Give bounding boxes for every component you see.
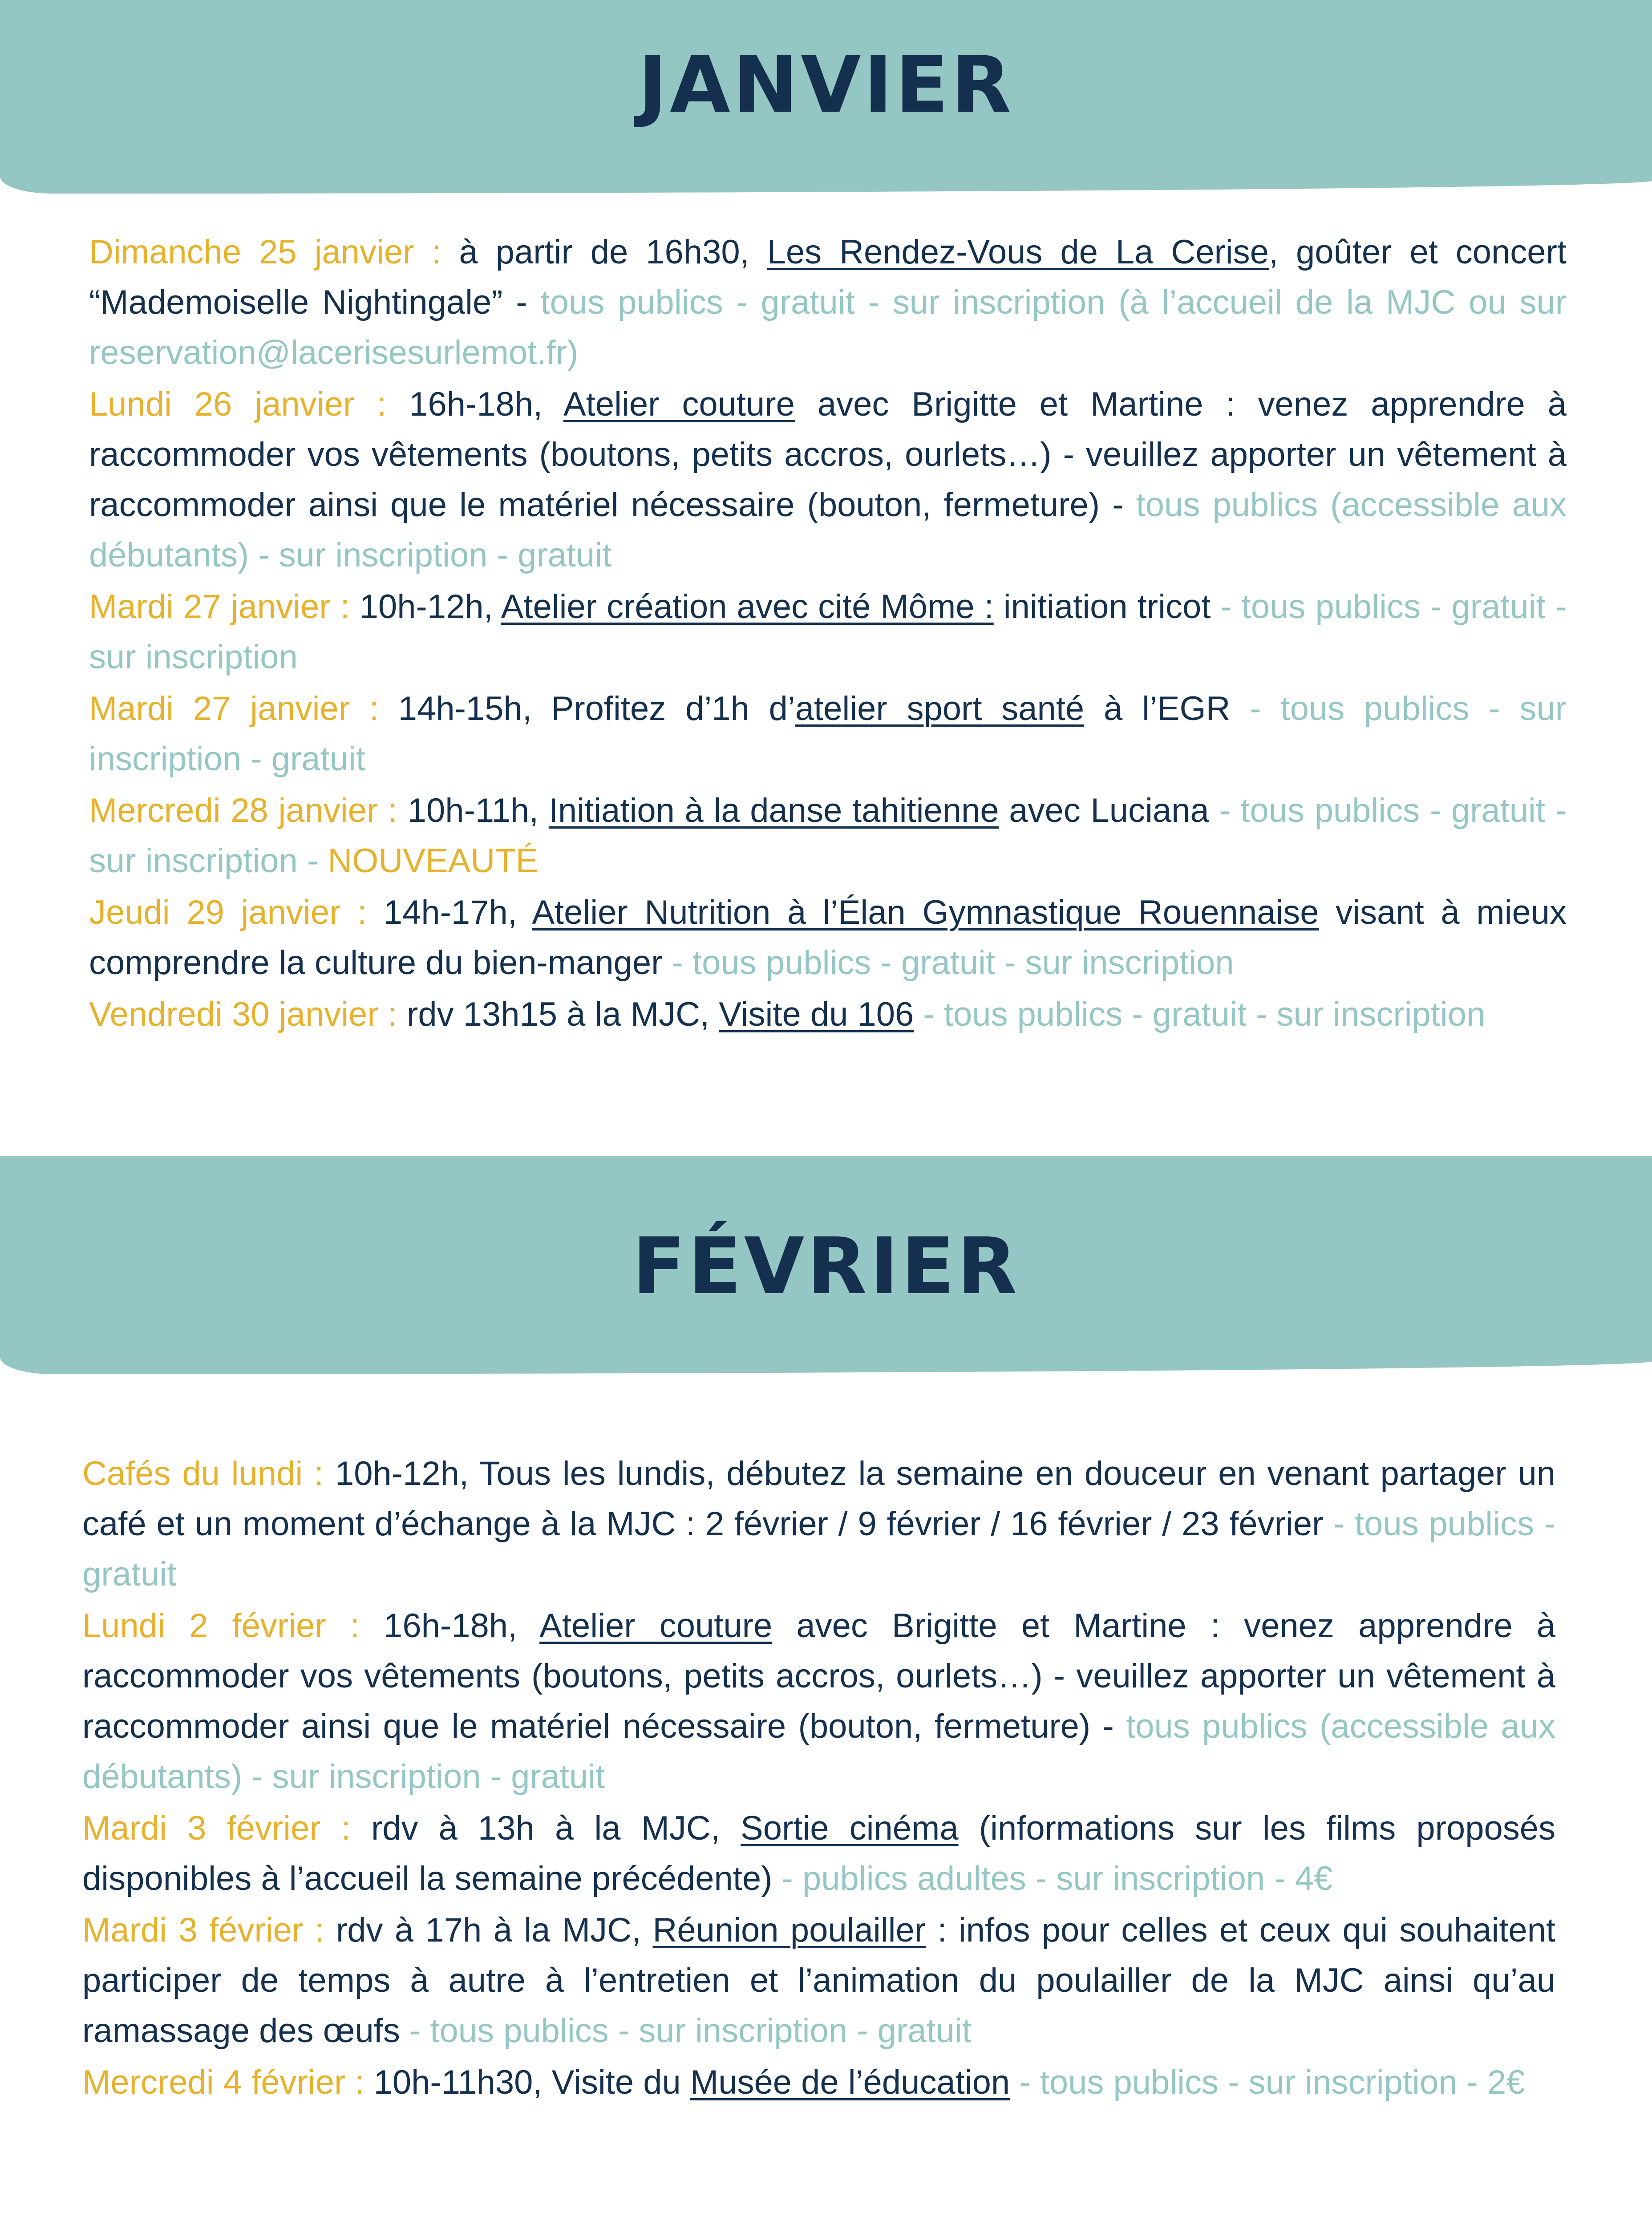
event-meta: tous publics (accessible aux débutants) - sur inscription - gratuit	[82, 1707, 1555, 1796]
fevrier-title: FÉVRIER	[632, 1222, 1020, 1312]
event-text: rdv à 17h à la MJC,	[324, 1911, 653, 1949]
event-date: Lundi 2 février :	[82, 1607, 360, 1645]
event-jan-26	[89, 379, 1567, 580]
event-link[interactable]: Atelier Nutrition à l’Élan Gymnastique Rouennaise	[532, 894, 1319, 931]
event-text: (informations sur les films proposés disponibles à l’accueil la semaine précédente)	[82, 1809, 1555, 1897]
event-jan-28	[89, 785, 1567, 886]
event-text: 16h-18h,	[359, 1607, 540, 1645]
event-jan-27-am	[89, 582, 1567, 682]
event-text: avec Brigitte et Martine : venez apprendre à raccommoder vos vêtements (boutons, petits accros, ourlets…) - veuillez apporter un vêtement à raccommoder ainsi que le matériel nécessaire (bouton, fermeture) -	[89, 385, 1567, 524]
event-text: rdv à 13h à la MJC,	[350, 1809, 741, 1847]
event-link[interactable]: Atelier création avec cité Môme :	[501, 588, 994, 626]
event-date: Cafés du lundi :	[82, 1455, 324, 1493]
fevrier-events-list	[82, 1448, 1555, 2109]
event-text: rdv 13h15 à la MJC,	[397, 995, 719, 1033]
event-feb-4	[82, 2057, 1555, 2108]
event-meta: - tous publics - gratuit - sur inscription	[672, 944, 1234, 982]
event-jan-29	[89, 887, 1567, 988]
event-meta: - tous publics - gratuit	[82, 1505, 1555, 1593]
event-link[interactable]: Réunion poulailler	[652, 1911, 926, 1949]
event-feb-3-poulailler	[82, 1905, 1555, 2056]
event-jan-27-pm	[89, 684, 1567, 784]
event-text: à partir de 16h30,	[441, 233, 767, 271]
event-text: 16h-18h,	[386, 385, 564, 423]
event-link[interactable]: Les Rendez-Vous de La Cerise	[767, 233, 1269, 271]
event-text	[1010, 2063, 1019, 2101]
event-text: avec Luciana	[999, 792, 1219, 829]
event-text: 10h-12h, Tous les lundis, débutez la semaine en douceur en venant partager un café et un moment d’échange à la MJC : 2 février / 9 février / 16 février / 23 février	[82, 1455, 1556, 1543]
event-meta: tous publics (accessible aux débutants) - sur inscription - gratuit	[89, 486, 1567, 574]
event-jan-25	[89, 227, 1567, 378]
event-text: 14h-15h, Profitez d’1h d’	[378, 690, 795, 728]
event-date: Dimanche 25 janvier :	[89, 233, 441, 271]
event-meta: tous publics - gratuit - sur inscription (à l’accueil de la MJC ou sur reservation@lacerisesurlemot.fr)	[89, 283, 1567, 372]
event-date: Mardi 3 février :	[82, 1809, 351, 1847]
janvier-events-list	[89, 227, 1567, 1041]
janvier-title: JANVIER	[638, 40, 1014, 130]
event-text: initiation tricot	[993, 588, 1221, 626]
event-date: Mercredi 4 février :	[82, 2063, 364, 2101]
event-text	[914, 995, 923, 1033]
event-link[interactable]: Visite du 106	[719, 995, 914, 1033]
event-text: : infos pour celles et ceux qui souhaitent participer de temps à autre à l’entretien et l’animation du poulailler de la MJC ainsi qu’au ramassage des œufs	[82, 1911, 1556, 2050]
event-date: Mercredi 28 janvier :	[89, 792, 398, 829]
event-date: Vendredi 30 janvier :	[89, 995, 397, 1033]
event-meta: - tous publics - gratuit - sur inscription -	[89, 792, 1567, 880]
event-text: 14h-17h,	[367, 894, 532, 931]
event-link[interactable]: Initiation à la danse tahitienne	[548, 792, 999, 829]
event-meta: - tous publics - gratuit - sur inscription	[89, 588, 1567, 676]
event-date: Mardi 27 janvier :	[89, 588, 350, 626]
event-text: 10h-11h30, Visite du	[364, 2063, 690, 2101]
event-text: avec Brigitte et Martine : venez apprendre à raccommoder vos vêtements (boutons, petits accros, ourlets…) - veuillez apporter un vêtement à raccommoder ainsi que le matériel nécessaire (bouton, fermeture) -	[82, 1607, 1555, 1745]
event-link[interactable]: Sortie cinéma	[741, 1809, 959, 1847]
event-feb-2	[82, 1601, 1555, 1802]
event-date: Jeudi 29 janvier :	[89, 894, 367, 931]
event-date: Lundi 26 janvier :	[89, 385, 387, 423]
event-text: 10h-11h,	[397, 792, 549, 829]
event-meta: - publics adultes - sur inscription - 4€	[781, 1860, 1333, 1897]
event-date: Mardi 27 janvier :	[89, 690, 379, 728]
event-link[interactable]: Musée de l’éducation	[690, 2063, 1010, 2101]
new-badge: NOUVEAUTÉ	[328, 842, 539, 880]
event-link[interactable]: Atelier couture	[539, 1607, 773, 1645]
event-cafes-lundi	[82, 1448, 1555, 1599]
event-text: 10h-12h,	[349, 588, 501, 626]
event-date: Mardi 3 février :	[82, 1911, 324, 1949]
event-meta: - tous publics - gratuit - sur inscription	[923, 995, 1486, 1033]
event-meta: - tous publics - sur inscription - 2€	[1019, 2063, 1525, 2101]
event-meta: - tous publics - sur inscription - gratuit	[89, 690, 1567, 778]
event-meta: - tous publics - sur inscription - gratuit	[409, 2012, 972, 2050]
event-text: , goûter et concert “Mademoiselle Nightingale” -	[89, 233, 1567, 321]
event-jan-30	[89, 989, 1567, 1040]
event-link[interactable]: Atelier couture	[563, 385, 795, 423]
event-feb-3-cinema	[82, 1803, 1555, 1904]
event-text: à l’EGR	[1084, 690, 1250, 728]
event-text: visant à mieux comprendre la culture du bien-manger	[89, 894, 1567, 982]
event-link[interactable]: atelier sport santé	[795, 690, 1085, 728]
